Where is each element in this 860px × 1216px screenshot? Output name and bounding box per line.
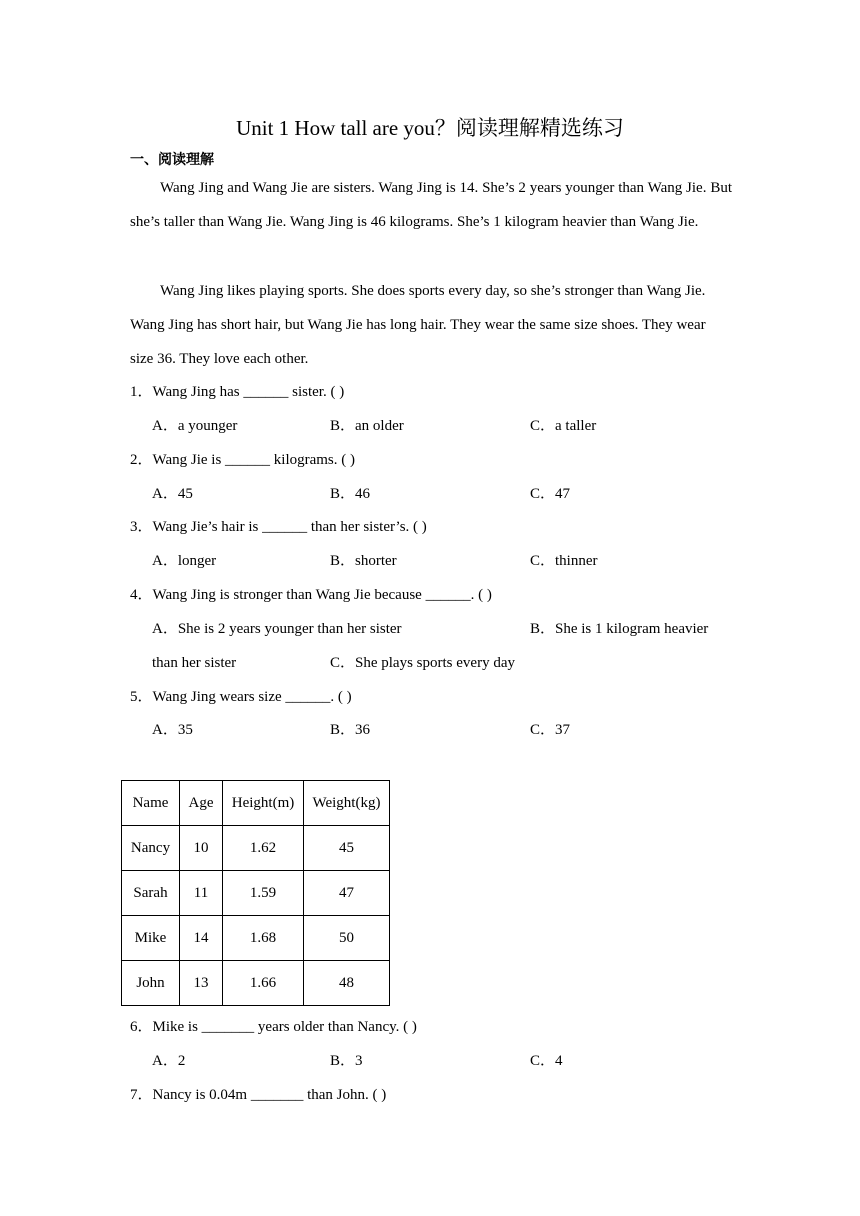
option-b-continued: than her sister: [152, 655, 237, 671]
section-heading: 一、阅读理解: [130, 152, 214, 168]
passage-text: Jie.: [677, 214, 699, 230]
option-a: A．2: [152, 1053, 186, 1069]
passage-paragraph-2: [130, 274, 732, 376]
table-cell: 1.66: [223, 961, 304, 1006]
passage-text: Wang Jing likes playing sports. She does sports every day, so she’s stronger than Wang Jie.: [160, 283, 706, 299]
table-cell: John: [122, 961, 180, 1006]
question-7: 7．Nancy is 0.04m _______ than John. ( ): [130, 1087, 387, 1103]
passage-text: But she’s taller than Wang Jie. Wang Jing is 46 kilograms. She’s 1 kilogram heavier than Wang: [130, 180, 733, 230]
option-a: A．longer: [152, 553, 217, 569]
passage-text: Wang Jing and Wang Jie are sisters. Wang Jing is 14. She’s 2 years younger than Wang Jie.: [160, 180, 707, 196]
table-header-row: [122, 781, 390, 826]
option-c: C．4: [530, 1053, 563, 1069]
table-row: [122, 961, 390, 1006]
table-header-cell: Height(m): [223, 781, 304, 826]
page-title: Unit 1 How tall are you？阅读理解精选练习: [236, 116, 624, 140]
option-a: A．35: [152, 722, 193, 738]
table-cell: 1.62: [223, 826, 304, 871]
passage-paragraph-1: [130, 171, 732, 239]
passage-text: Wang Jing has short hair, but Wang Jie has long hair. They wear the same size shoes. They wear: [130, 317, 706, 333]
question-2: 2．Wang Jie is ______ kilograms. ( ): [130, 452, 356, 468]
table-row: [122, 916, 390, 961]
table-cell: 50: [304, 916, 390, 961]
option-b: B．shorter: [330, 553, 397, 569]
option-c: C．thinner: [530, 553, 598, 569]
table-cell: 14: [180, 916, 223, 961]
table-row: [122, 871, 390, 916]
question-4: 4．Wang Jing is stronger than Wang Jie because ______. ( ): [130, 587, 492, 603]
table-cell: 1.59: [223, 871, 304, 916]
table-cell: Nancy: [122, 826, 180, 871]
table-cell: 48: [304, 961, 390, 1006]
option-a: A．45: [152, 486, 193, 502]
table-cell: 13: [180, 961, 223, 1006]
question-3: 3．Wang Jie’s hair is ______ than her sister’s. ( ): [130, 519, 427, 535]
option-c: C．She plays sports every day: [330, 655, 515, 671]
question-6: 6．Mike is _______ years older than Nancy. ( ): [130, 1019, 417, 1035]
table-cell: Mike: [122, 916, 180, 961]
option-a: A．She is 2 years younger than her sister: [152, 621, 402, 637]
option-c: C．47: [530, 486, 571, 502]
passage-text: size 36. They love each other.: [130, 351, 309, 367]
table-cell: 47: [304, 871, 390, 916]
option-a: A．a younger: [152, 418, 238, 434]
student-data-table: [121, 780, 390, 1006]
table-cell: 10: [180, 826, 223, 871]
table-cell: 11: [180, 871, 223, 916]
table-header-cell: Age: [180, 781, 223, 826]
table-cell: Sarah: [122, 871, 180, 916]
question-1: 1．Wang Jing has ______ sister. ( ): [130, 384, 345, 400]
option-b: B．3: [330, 1053, 363, 1069]
question-5: 5．Wang Jing wears size ______. ( ): [130, 689, 352, 705]
table-cell: 1.68: [223, 916, 304, 961]
option-c: C．37: [530, 722, 571, 738]
option-b: B．46: [330, 486, 371, 502]
table-cell: 45: [304, 826, 390, 871]
option-b: B．36: [330, 722, 371, 738]
option-b: B．She is 1 kilogram heavier: [530, 621, 709, 637]
option-c: C．a taller: [530, 418, 597, 434]
table-header-cell: Weight(kg): [304, 781, 390, 826]
table-header-cell: Name: [122, 781, 180, 826]
option-b: B．an older: [330, 418, 404, 434]
table-row: [122, 826, 390, 871]
